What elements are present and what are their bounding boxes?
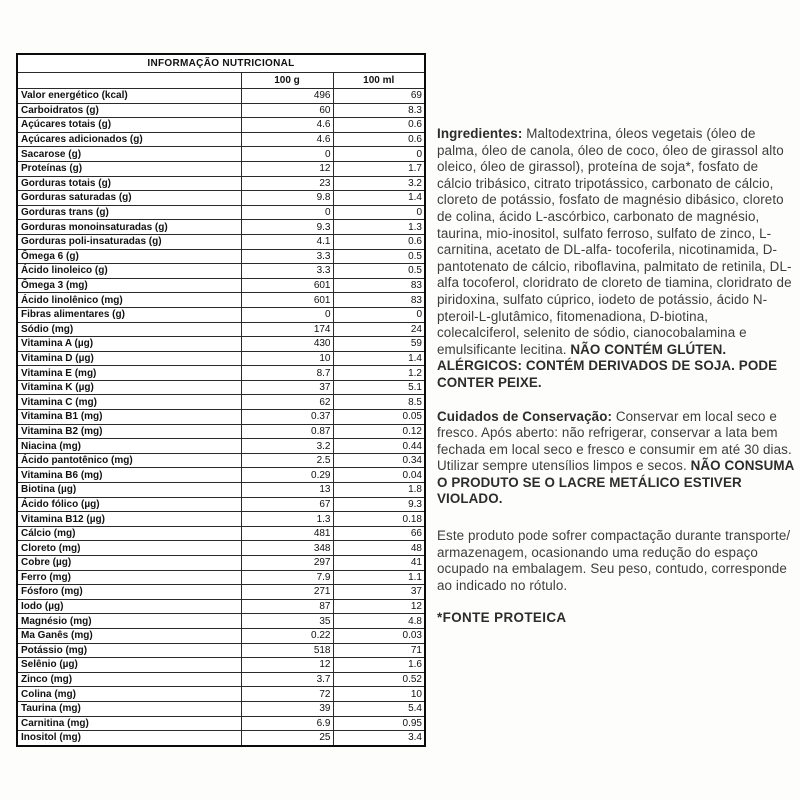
nutrition-table-head — [17, 54, 425, 89]
value-100g: 39 — [241, 701, 333, 716]
table-row — [17, 512, 425, 527]
ingredients-paragraph — [437, 126, 794, 392]
value-100ml: 0.05 — [333, 410, 425, 425]
table-row — [17, 351, 425, 366]
value-100ml: 0.03 — [333, 628, 425, 643]
value-100g: 87 — [241, 599, 333, 614]
value-100g: 0 — [241, 147, 333, 162]
value-100ml: 8.5 — [333, 395, 425, 410]
nutrient-label: Ferro (mg) — [17, 570, 241, 585]
ingredients-text: Maltodextrina, óleos vegetais (óleo de palma, óleo de canola, óleo de coco, óleo de girassol alto oleico, óleo de girassol), proteína de soja*, fosfato de cálcio tribásico, citrato tripotássico, carbonato de cálcio, cloreto de potássio, fosfato de magnésio dibásico, cloreto de colina, ácido L-ascórbico, carbonato de magnésio, taurina, mio-inositol, sulfato ferroso, sulfato de zinco, L-carnitina, acetato de DL-alfa- tocoferila, nicotinamida, D-pantotenato de cálcio, riboflavina, palmitato de retinila, DL-alfa tocoferol, cloridrato de cloreto de tiamina, cloridrato de piridoxina, sulfato cúprico, iodeto de potássio, ácido N-pteroil-L-glutâmico, fitomenadiona, D-biotina, colecalciferol, selenito de sódio, cianocobalamina e emulsificante lecitina. — [437, 126, 792, 357]
value-100g: 4.6 — [241, 118, 333, 133]
nutrient-label: Ômega 6 (g) — [17, 249, 241, 264]
ingredients-allergen-warning: NÃO CONTÉM GLÚTEN. ALÉRGICOS: CONTÉM DERIVADOS DE SOJA. PODE CONTER PEIXE. — [437, 341, 778, 390]
nutrient-label: Açúcares totais (g) — [17, 118, 241, 133]
table-row — [17, 264, 425, 279]
nutrient-label: Carboidratos (g) — [17, 103, 241, 118]
nutrient-label: Selênio (µg) — [17, 658, 241, 673]
value-100ml: 12 — [333, 599, 425, 614]
table-row — [17, 526, 425, 541]
value-100g: 62 — [241, 395, 333, 410]
nutrient-label: Valor energético (kcal) — [17, 89, 241, 104]
nutrient-label: Gorduras saturadas (g) — [17, 191, 241, 206]
column-header-100ml: 100 ml — [333, 73, 425, 89]
value-100ml: 48 — [333, 541, 425, 556]
nutrient-label: Potássio (mg) — [17, 643, 241, 658]
nutrient-label: Proteínas (g) — [17, 161, 241, 176]
value-100g: 0.29 — [241, 468, 333, 483]
table-row — [17, 541, 425, 556]
nutrient-label: Magnésio (mg) — [17, 614, 241, 629]
table-row — [17, 322, 425, 337]
value-100ml: 37 — [333, 585, 425, 600]
value-100ml: 4.8 — [333, 614, 425, 629]
nutrient-label: Ácido linoleico (g) — [17, 264, 241, 279]
nutrient-label: Colina (mg) — [17, 687, 241, 702]
value-100g: 0 — [241, 307, 333, 322]
storage-text: Conservar em local seco e fresco. Após aberto: não refrigerar, conservar a lata bem fechada em local seco e fresco e consumir em até 30 dias. Utilizar sempre utensílios limpos e secos. — [437, 408, 792, 474]
nutrient-label: Gorduras monoinsaturadas (g) — [17, 220, 241, 235]
value-100g: 23 — [241, 176, 333, 191]
table-row — [17, 599, 425, 614]
value-100ml: 0.5 — [333, 264, 425, 279]
value-100ml: 3.4 — [333, 731, 425, 746]
nutrient-label: Gorduras poli-insaturadas (g) — [17, 234, 241, 249]
protein-source-note: *FONTE PROTEICA — [437, 610, 567, 626]
nutrition-facts-table — [16, 53, 426, 747]
table-row — [17, 468, 425, 483]
table-row — [17, 176, 425, 191]
value-100ml: 1.2 — [333, 366, 425, 381]
value-100g: 4.1 — [241, 234, 333, 249]
table-row — [17, 278, 425, 293]
value-100ml: 1.4 — [333, 351, 425, 366]
table-row — [17, 585, 425, 600]
value-100g: 6.9 — [241, 716, 333, 731]
storage-warning: NÃO CONSUMA O PRODUTO SE O LACRE METÁLICO ESTIVER VIOLADO. — [437, 458, 794, 507]
value-100g: 25 — [241, 731, 333, 746]
nutrient-label: Vitamina B1 (mg) — [17, 410, 241, 425]
value-100g: 72 — [241, 687, 333, 702]
value-100ml: 0.5 — [333, 249, 425, 264]
nutrient-label: Vitamina C (mg) — [17, 395, 241, 410]
table-row — [17, 701, 425, 716]
table-row — [17, 293, 425, 308]
value-100ml: 1.6 — [333, 658, 425, 673]
nutrient-label: Vitamina A (µg) — [17, 337, 241, 352]
nutrient-label: Vitamina B6 (mg) — [17, 468, 241, 483]
table-row — [17, 395, 425, 410]
value-100ml: 0.44 — [333, 439, 425, 454]
table-title-row — [17, 54, 425, 73]
table-row — [17, 628, 425, 643]
table-title: INFORMAÇÃO NUTRICIONAL — [17, 54, 425, 73]
value-100ml: 83 — [333, 278, 425, 293]
table-row — [17, 380, 425, 395]
value-100g: 0 — [241, 205, 333, 220]
table-row — [17, 410, 425, 425]
value-100g: 271 — [241, 585, 333, 600]
value-100g: 12 — [241, 161, 333, 176]
compaction-paragraph: Este produto pode sofrer compactação durante transporte/ armazenagem, ocasionando uma redução do espaço ocupado na embalagem. Seu peso, contudo, corresponde ao indicado no rótulo. — [437, 528, 791, 593]
nutrient-label: Carnitina (mg) — [17, 716, 241, 731]
value-100g: 12 — [241, 658, 333, 673]
value-100g: 3.3 — [241, 249, 333, 264]
value-100ml: 0 — [333, 205, 425, 220]
value-100ml: 5.4 — [333, 701, 425, 716]
nutrient-label: Ácido linolênico (mg) — [17, 293, 241, 308]
value-100ml: 59 — [333, 337, 425, 352]
table-row — [17, 191, 425, 206]
storage-paragraph — [437, 409, 794, 509]
value-100ml: 1.3 — [333, 220, 425, 235]
nutrient-label: Cloreto (mg) — [17, 541, 241, 556]
value-100g: 10 — [241, 351, 333, 366]
value-100g: 0.22 — [241, 628, 333, 643]
nutrient-label: Niacina (mg) — [17, 439, 241, 454]
value-100g: 601 — [241, 278, 333, 293]
table-row — [17, 497, 425, 512]
value-100g: 7.9 — [241, 570, 333, 585]
table-row — [17, 614, 425, 629]
nutrient-label: Fibras alimentares (g) — [17, 307, 241, 322]
nutrition-table-body — [17, 89, 425, 746]
nutrient-label: Inositol (mg) — [17, 731, 241, 746]
value-100ml: 0.95 — [333, 716, 425, 731]
table-row — [17, 424, 425, 439]
table-row — [17, 220, 425, 235]
value-100g: 4.6 — [241, 132, 333, 147]
nutrient-label: Sódio (mg) — [17, 322, 241, 337]
value-100ml: 1.7 — [333, 161, 425, 176]
value-100ml: 0.04 — [333, 468, 425, 483]
table-row — [17, 672, 425, 687]
nutrient-label: Ma Ganês (mg) — [17, 628, 241, 643]
value-100g: 3.3 — [241, 264, 333, 279]
table-row — [17, 234, 425, 249]
table-row — [17, 716, 425, 731]
value-100ml: 69 — [333, 89, 425, 104]
nutrient-label: Vitamina K (µg) — [17, 380, 241, 395]
corner-cell — [17, 73, 241, 89]
table-row — [17, 307, 425, 322]
value-100ml: 3.2 — [333, 176, 425, 191]
value-100g: 601 — [241, 293, 333, 308]
value-100ml: 0 — [333, 307, 425, 322]
table-row — [17, 147, 425, 162]
value-100ml: 41 — [333, 556, 425, 571]
value-100ml: 1.4 — [333, 191, 425, 206]
nutrient-label: Cobre (µg) — [17, 556, 241, 571]
value-100g: 496 — [241, 89, 333, 104]
value-100g: 481 — [241, 526, 333, 541]
table-column-header-row — [17, 73, 425, 89]
value-100ml: 24 — [333, 322, 425, 337]
value-100g: 37 — [241, 380, 333, 395]
table-row — [17, 687, 425, 702]
table-row — [17, 453, 425, 468]
value-100g: 174 — [241, 322, 333, 337]
nutrient-label: Açúcares adicionados (g) — [17, 132, 241, 147]
table-row — [17, 366, 425, 381]
table-row — [17, 89, 425, 104]
nutrient-label: Ômega 3 (mg) — [17, 278, 241, 293]
value-100ml: 10 — [333, 687, 425, 702]
table-row — [17, 731, 425, 746]
value-100g: 35 — [241, 614, 333, 629]
value-100g: 8.7 — [241, 366, 333, 381]
nutrient-label: Ácido pantotênico (mg) — [17, 453, 241, 468]
info-column — [437, 126, 794, 644]
value-100g: 348 — [241, 541, 333, 556]
nutrient-label: Iodo (µg) — [17, 599, 241, 614]
nutrient-label: Vitamina B2 (mg) — [17, 424, 241, 439]
nutrient-label: Vitamina E (mg) — [17, 366, 241, 381]
value-100g: 430 — [241, 337, 333, 352]
nutrient-label: Fósforo (mg) — [17, 585, 241, 600]
value-100ml: 83 — [333, 293, 425, 308]
nutrient-label: Zinco (mg) — [17, 672, 241, 687]
value-100ml: 0.18 — [333, 512, 425, 527]
nutrient-label: Gorduras totais (g) — [17, 176, 241, 191]
table-row — [17, 103, 425, 118]
table-row — [17, 439, 425, 454]
value-100g: 60 — [241, 103, 333, 118]
value-100ml: 8.3 — [333, 103, 425, 118]
nutrient-label: Gorduras trans (g) — [17, 205, 241, 220]
value-100ml: 66 — [333, 526, 425, 541]
value-100g: 2.5 — [241, 453, 333, 468]
value-100ml: 0.34 — [333, 453, 425, 468]
value-100g: 9.3 — [241, 220, 333, 235]
table-row — [17, 570, 425, 585]
nutrient-label: Cálcio (mg) — [17, 526, 241, 541]
value-100ml: 0.12 — [333, 424, 425, 439]
value-100ml: 0.6 — [333, 234, 425, 249]
column-header-100g: 100 g — [241, 73, 333, 89]
table-row — [17, 556, 425, 571]
table-row — [17, 118, 425, 133]
value-100g: 67 — [241, 497, 333, 512]
value-100g: 3.2 — [241, 439, 333, 454]
value-100g: 0.37 — [241, 410, 333, 425]
table-row — [17, 161, 425, 176]
value-100ml: 5.1 — [333, 380, 425, 395]
value-100g: 1.3 — [241, 512, 333, 527]
table-row — [17, 205, 425, 220]
nutrient-label: Sacarose (g) — [17, 147, 241, 162]
ingredients-label: Ingredientes: — [437, 126, 523, 141]
value-100ml: 9.3 — [333, 497, 425, 512]
nutrient-label: Ácido fólico (µg) — [17, 497, 241, 512]
nutrient-label: Vitamina B12 (µg) — [17, 512, 241, 527]
value-100g: 3.7 — [241, 672, 333, 687]
value-100g: 9.8 — [241, 191, 333, 206]
value-100g: 518 — [241, 643, 333, 658]
value-100ml: 1.1 — [333, 570, 425, 585]
value-100ml: 0.6 — [333, 132, 425, 147]
value-100ml: 0.52 — [333, 672, 425, 687]
table-row — [17, 643, 425, 658]
table-row — [17, 483, 425, 498]
value-100g: 0.87 — [241, 424, 333, 439]
storage-label: Cuidados de Conservação: — [437, 408, 613, 424]
value-100ml: 0.6 — [333, 118, 425, 133]
value-100g: 13 — [241, 483, 333, 498]
value-100ml: 71 — [333, 643, 425, 658]
nutrient-label: Biotina (µg) — [17, 483, 241, 498]
table-row — [17, 658, 425, 673]
nutrient-label: Taurina (mg) — [17, 701, 241, 716]
table-row — [17, 337, 425, 352]
value-100ml: 0 — [333, 147, 425, 162]
value-100ml: 1.8 — [333, 483, 425, 498]
nutrient-label: Vitamina D (µg) — [17, 351, 241, 366]
table-row — [17, 249, 425, 264]
table-row — [17, 132, 425, 147]
value-100g: 297 — [241, 556, 333, 571]
